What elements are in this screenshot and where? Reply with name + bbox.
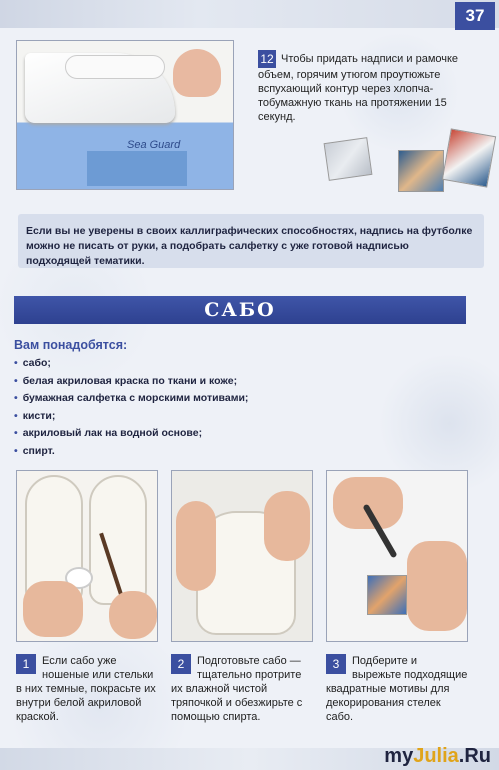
step-2 xyxy=(171,654,313,724)
hand-image xyxy=(264,491,310,561)
napkin-swatch-blue xyxy=(398,150,444,192)
shirt-inscription: Sea Guard xyxy=(127,139,181,151)
material-item: • бумажная салфетка с морскими мотивами; xyxy=(14,390,314,408)
shirt-fabric xyxy=(87,151,187,186)
step-2-text: Подготовьте сабо — тщательно протрите их влажной чистой тряпочкой и обезжирьте с помощью спирта. xyxy=(171,655,303,723)
page-number: 37 xyxy=(455,2,495,30)
tip-note: Если вы не уверены в своих каллиграфических способностях, надпись на футболке можно не писать от руки, а подобрать салфетку с уже готовой надписью подходящей тематики. xyxy=(18,214,484,268)
step-3 xyxy=(326,654,468,724)
hand-image xyxy=(407,541,467,631)
step-1-photo xyxy=(16,470,158,642)
step-12-text: Чтобы придать надписи и рамочке объем, горячим утюгом проутюжьте вспухающий контур через хлопча-тобумажную ткань на протяжении 15 секунд. xyxy=(258,52,459,123)
step-1-number: 1 xyxy=(16,654,36,674)
watermark-prefix: my xyxy=(384,745,414,767)
step-3-text: Подберите и вырежьте подходящие квадратные мотивы для декорирования стелек сабо. xyxy=(326,655,468,723)
iron-handle xyxy=(65,55,165,79)
step-1 xyxy=(16,654,158,724)
step-3-number: 3 xyxy=(326,654,346,674)
step-12 xyxy=(258,50,478,124)
step-2-number: 2 xyxy=(171,654,191,674)
hand-image xyxy=(176,501,216,591)
ironing-photo xyxy=(16,40,234,190)
watermark-accent: Julia xyxy=(413,745,459,767)
step-1-text: Если сабо уже ношеные или стельки в них темные, покрасьте их внутри белой акриловой краской. xyxy=(16,655,156,723)
napkin-motif-image xyxy=(367,575,407,615)
hand-image xyxy=(333,477,403,529)
materials-list xyxy=(14,338,314,460)
iron-image xyxy=(25,53,175,123)
material-item: • акриловый лак на водной основе; xyxy=(14,425,314,443)
material-item: • спирт. xyxy=(14,443,314,461)
material-item: • кисти; xyxy=(14,408,314,426)
site-watermark xyxy=(384,745,491,768)
step-2-photo xyxy=(171,470,313,642)
material-item: • сабо; xyxy=(14,355,314,373)
napkin-swatch-red xyxy=(442,128,496,187)
watermark-suffix: .Ru xyxy=(458,745,491,767)
step-12-number: 12 xyxy=(258,50,276,68)
section-title-banner: САБО xyxy=(14,296,466,324)
napkin-swatch-grey xyxy=(324,137,373,181)
hand-image xyxy=(173,49,221,97)
hand-image xyxy=(109,591,157,639)
step-3-photo xyxy=(326,470,468,642)
materials-title: Вам понадобятся: xyxy=(14,338,128,352)
material-item: • белая акриловая краска по ткани и коже; xyxy=(14,373,314,391)
hand-image xyxy=(23,581,83,637)
top-decorative-band xyxy=(0,0,499,28)
